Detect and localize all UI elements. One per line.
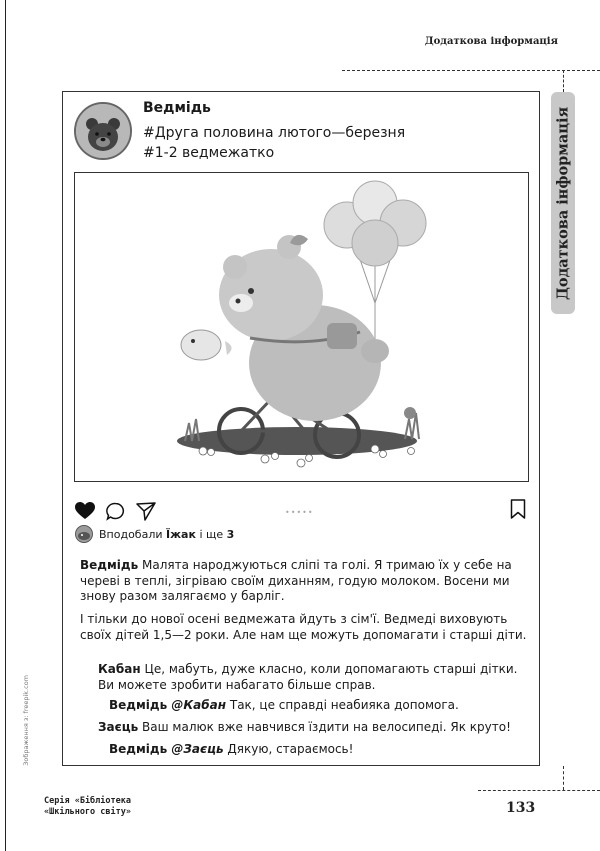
hedgehog-avatar-icon: [76, 526, 92, 542]
comment-icon[interactable]: [106, 502, 125, 521]
side-section-tab: [551, 92, 575, 314]
comment-text: Ваш малюк вже навчився їздити на велосипеді. Як круто!: [138, 720, 511, 734]
bear-avatar-icon: [76, 104, 130, 158]
running-head: Додаткова інформація: [424, 36, 558, 47]
page-number: 133: [506, 800, 536, 816]
likes-text: [99, 528, 234, 541]
footer-series: [44, 796, 131, 818]
comment-text: Так, це справді неабияка допомога.: [226, 698, 459, 712]
bottom-dashed-line: [478, 790, 600, 791]
comment-author[interactable]: Ведмідь: [109, 742, 172, 756]
bottom-dashed-vertical: [563, 766, 564, 790]
likes-middle: і ще: [195, 528, 227, 541]
likes-prefix: Вподобали: [99, 528, 167, 541]
social-post-card: [62, 91, 540, 766]
post-author-name[interactable]: Ведмідь: [143, 100, 211, 116]
post-hashtag[interactable]: #1-2 ведмежатко: [143, 145, 275, 161]
heart-icon[interactable]: [75, 502, 95, 520]
comment-text: Це, мабуть, дуже класно, коли допомагають старші дітки. Ви можете зробити набагато більше справ.: [98, 662, 518, 692]
share-icon[interactable]: [136, 502, 156, 521]
comment-author[interactable]: Кабан: [98, 662, 141, 676]
post-hashtag[interactable]: #Друга половина лютого—березня: [143, 125, 406, 141]
comment-reply: [109, 742, 529, 758]
top-dashed-line: [342, 70, 600, 71]
comment-mention[interactable]: @Заєць: [171, 742, 224, 756]
comment-mention[interactable]: @Кабан: [171, 698, 227, 712]
comment: [98, 662, 518, 693]
comment-text: Дякую, стараємось!: [223, 742, 354, 756]
caption-text: Малята народжуються сліпі та голі. Я тримаю їх у себе на череві в теплі, зігріваю своїм диханням, годую молоком. Восени ми знову разом залягаємо у барліг.: [80, 558, 512, 603]
comment-author[interactable]: Ведмідь: [109, 698, 172, 712]
post-caption: [80, 558, 530, 605]
post-paragraph: [80, 612, 530, 643]
author-avatar[interactable]: [74, 102, 132, 160]
paragraph-text: І тільки до нової осені ведмежата йдуть з сім'ї. Ведмеді виховують своїх дітей 1,5—2 роки. Але нам ще можуть допомагати і старші діти.: [80, 612, 527, 642]
page-left-border: [5, 0, 6, 851]
bear-on-bicycle-illustration: [75, 173, 528, 481]
comment-author[interactable]: Заєць: [98, 720, 139, 734]
series-line-1: Серія «Бібліотека: [44, 796, 131, 806]
comment-reply: [109, 698, 529, 714]
series-line-2: «Шкільного світу»: [44, 807, 131, 817]
image-credit: Зображення з: freepik.com: [22, 675, 30, 766]
comment: [98, 720, 538, 736]
top-dashed-vertical: [563, 70, 564, 92]
likes-count[interactable]: 3: [226, 528, 235, 541]
liker-avatar[interactable]: [75, 525, 93, 543]
caption-author[interactable]: Ведмідь: [80, 558, 139, 572]
liker-name[interactable]: Їжак: [166, 528, 196, 541]
side-tab-label: Додаткова інформація: [554, 106, 572, 300]
carousel-dots[interactable]: •••••: [285, 508, 314, 517]
post-photo[interactable]: [74, 172, 529, 482]
bookmark-icon[interactable]: [510, 499, 526, 519]
